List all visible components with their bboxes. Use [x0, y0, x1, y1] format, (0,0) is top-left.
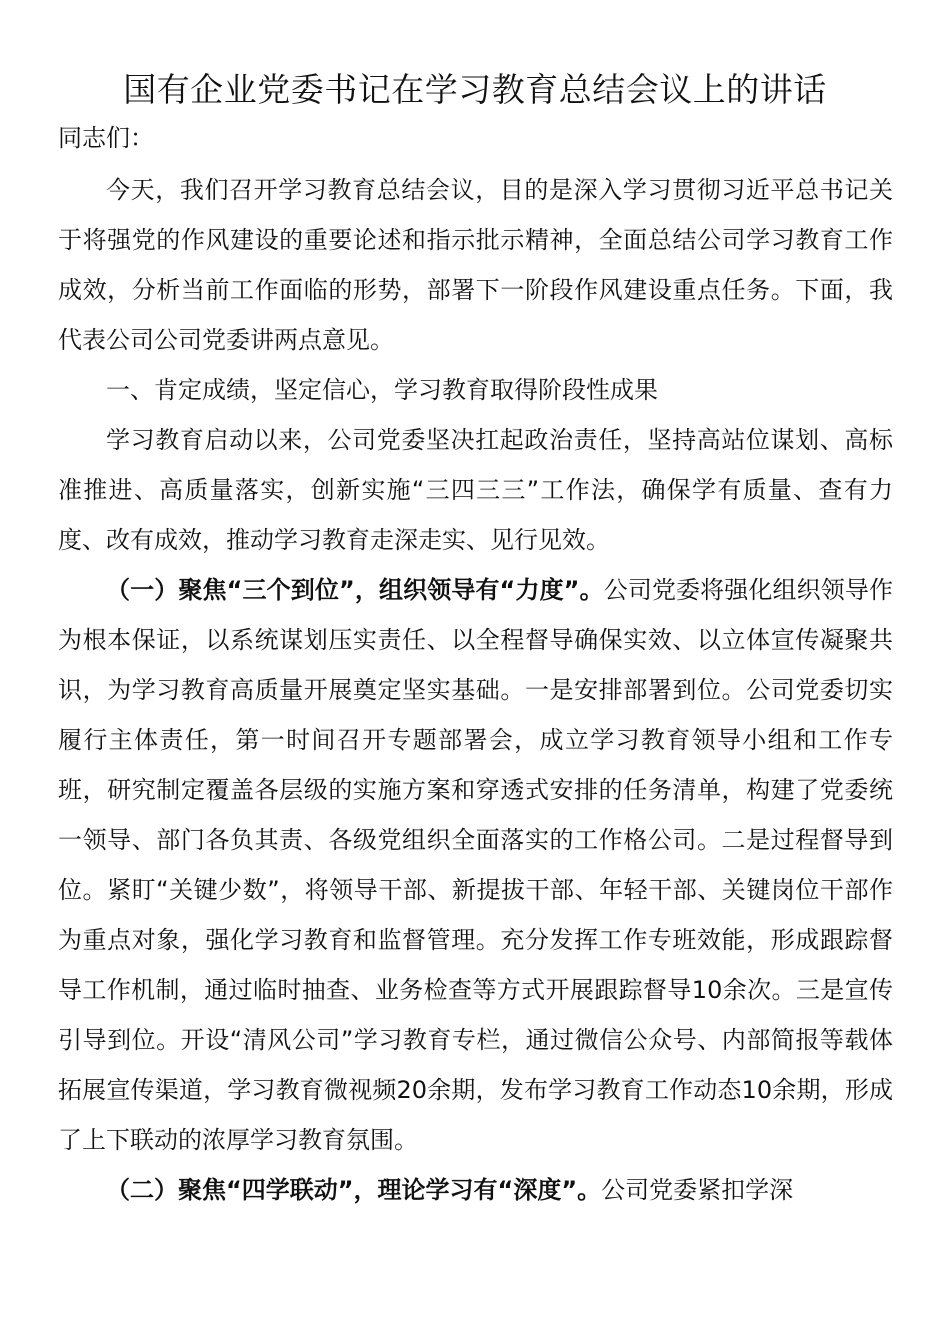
paragraph-overview: 学习教育启动以来，公司党委坚决扛起政治责任，坚持高站位谋划、高标准推进、高质量落实，创新实施“三四三三”工作法，确保学有质量、查有力度、改有成效，推动学习教育走深走实、见行见效。: [58, 426, 893, 554]
subsection-heading-1: （一）聚焦“三个到位”，组织领导有“力度”。: [106, 576, 604, 604]
subsection-text-2: 公司党委紧扣学深: [601, 1176, 794, 1204]
paragraph-intro: 今天，我们召开学习教育总结会议，目的是深入学习贯彻习近平总书记关于将强党的作风建设的重要论述和指示批示精神，全面总结公司学习教育工作成效，分析当前工作面临的形势，部署下一阶段作风建设重点任务。下面，我代表公司公司党委讲两点意见。: [58, 176, 893, 354]
document-body: [58, 165, 893, 1215]
subsection-text-1: 公司党委将强化组织领导作为根本保证，以系统谋划压实责任、以全程督导确保实效、以立体宣传凝聚共识，为学习教育高质量开展奠定坚实基础。一是安排部署到位。公司党委切实履行主体责任，第一时间召开专题部署会，成立学习教育领导小组和工作专班，研究制定覆盖各层级的实施方案和穿透式安排的任务清单，构建了党委统一领导、部门各负其责、各级党组织全面落实的工作格公司。二是过程督导到位。紧盯“关键少数”，将领导干部、新提拔干部、年轻干部、关键岗位干部作为重点对象，强化学习教育和监督管理。充分发挥工作专班效能，形成跟踪督导工作机制，通过临时抽查、业务检查等方式开展跟踪督导10余次。三是宣传引导到位。开设“清风公司”学习教育专栏，通过微信公众号、内部简报等载体拓展宣传渠道，学习教育微视频20余期，发布学习教育工作动态10余期，形成了上下联动的浓厚学习教育氛围。: [58, 576, 894, 1154]
paragraph-subsection-2: [58, 1165, 893, 1215]
salutation: 同志们：: [58, 124, 154, 152]
paragraph-subsection-1: [58, 565, 893, 1165]
document-title: 国有企业党委书记在学习教育总结会议上的讲话: [123, 70, 827, 109]
section-heading-1: 一、肯定成绩，坚定信心，学习教育取得阶段性成果: [106, 376, 658, 404]
subsection-heading-2: （二）聚焦“四学联动”，理论学习有“深度”。: [106, 1176, 602, 1204]
